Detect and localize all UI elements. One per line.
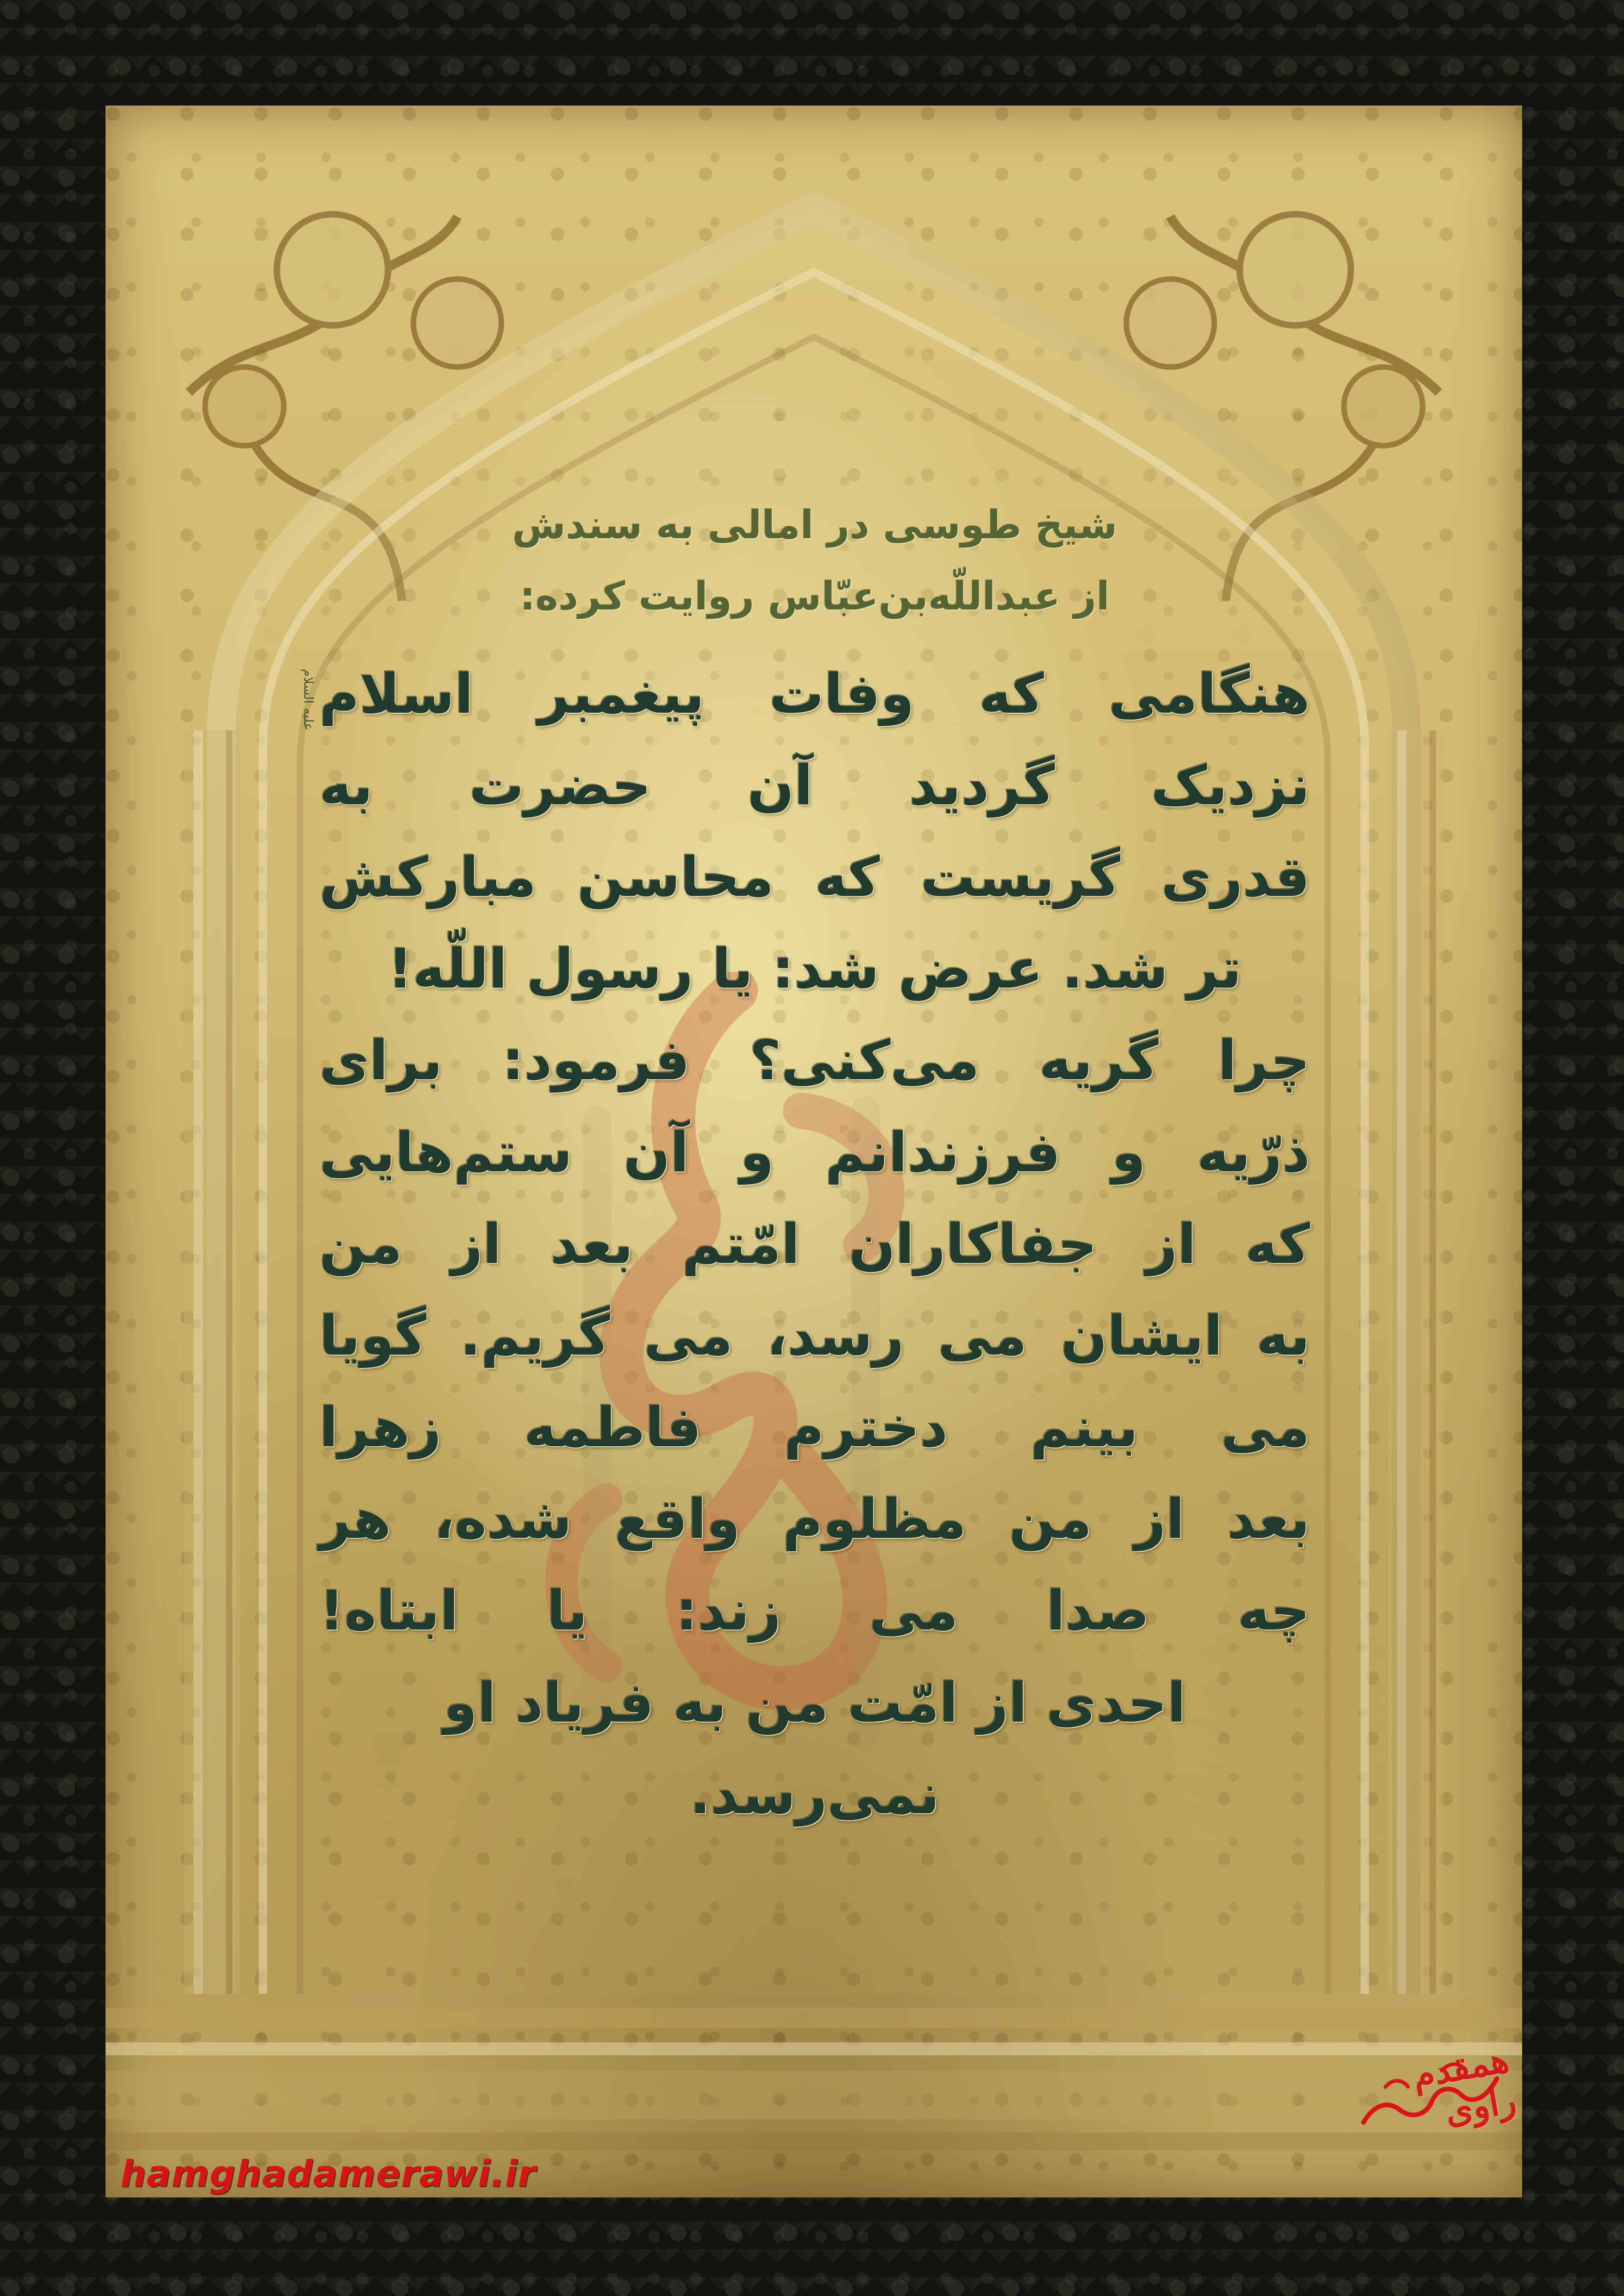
narration-line-9: می بینم دخترم فاطمه زهرا bbox=[319, 1397, 1310, 1458]
narration-line-6: ذرّیه و فرزندانم و آن ستم‌هایی bbox=[319, 1122, 1310, 1183]
narration-line-12: احدی از امّت من به فریاد او bbox=[319, 1672, 1310, 1733]
narration-line-8: به ایشان می رسد، می گریم. گویا bbox=[319, 1305, 1310, 1366]
narration-line-13: نمی‌رسد. bbox=[319, 1764, 1310, 1825]
narration-line-10: بعد از من مظلوم واقع شده، هر bbox=[319, 1488, 1310, 1549]
narration-line-4: تر شد. عرض شد: یا رسول اللّه! bbox=[319, 938, 1310, 999]
narration-line-7: که از جفاکاران امّتم بعد از من bbox=[319, 1213, 1310, 1275]
narration-line-1: هنگامی که وفات پیغمبر اسلام bbox=[319, 663, 1310, 724]
signature-text: همقدم راوی bbox=[1409, 2039, 1519, 2132]
narration-line-11: چه صدا می زند: یا ابتاه! bbox=[319, 1580, 1310, 1641]
narration-line-2: نزدیک گردید آن حضرت به bbox=[319, 755, 1310, 816]
narration-line-5: چرا گریه می‌کنی؟ فرمود: برای bbox=[319, 1030, 1310, 1091]
side-seal-text: علیه السلام bbox=[287, 669, 315, 738]
intro-line-2: از عبداللّه‌بن‌عبّاس روایت کرده: bbox=[319, 575, 1310, 617]
narration-line-3: قدری گریست که محاسن مبارکش bbox=[319, 846, 1310, 908]
website-url: hamghadamerawi.ir bbox=[120, 2153, 536, 2195]
intro-line-1: شیخ طوسی در امالی به سندش bbox=[319, 504, 1310, 546]
